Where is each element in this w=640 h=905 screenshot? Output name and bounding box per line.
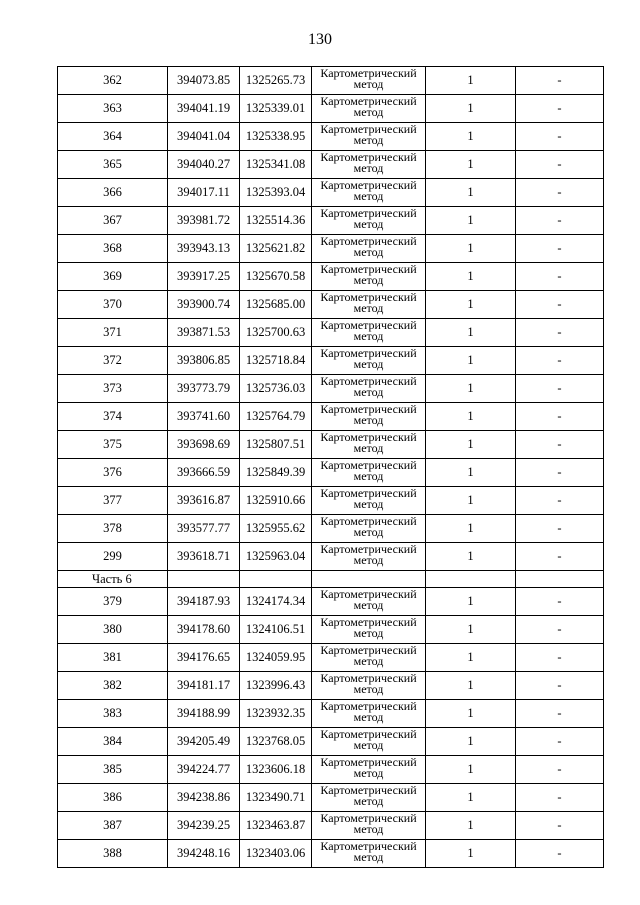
method-line-2: метод [353,766,384,780]
note-cell: - [516,784,604,812]
method-line-2: метод [353,161,384,175]
method-line-2: метод [353,553,384,567]
x-coordinate-cell: 394187.93 [168,588,240,616]
method-line-2: метод [353,654,384,668]
y-coordinate-cell: 1325807.51 [240,431,312,459]
y-coordinate-cell: 1325685.00 [240,291,312,319]
y-coordinate-cell: 1323768.05 [240,728,312,756]
point-number-cell: 388 [58,840,168,868]
accuracy-cell: 1 [426,347,516,375]
y-coordinate-cell: 1325393.04 [240,179,312,207]
method-line-1: Картометрический [320,234,417,248]
accuracy-cell: 1 [426,756,516,784]
note-cell: - [516,235,604,263]
table-row [58,728,604,756]
y-coordinate-cell: 1325339.01 [240,95,312,123]
method-cell [312,179,426,207]
method-cell [312,840,426,868]
y-coordinate-cell: 1325338.95 [240,123,312,151]
x-coordinate-cell: 394041.04 [168,123,240,151]
accuracy-cell: 1 [426,403,516,431]
accuracy-cell: 1 [426,291,516,319]
table-row [58,487,604,515]
x-coordinate-cell: 394188.99 [168,700,240,728]
method-line-1: Картометрический [320,318,417,332]
table-row [58,151,604,179]
point-number-cell: 380 [58,616,168,644]
table-row [58,179,604,207]
y-coordinate-cell: 1324174.34 [240,588,312,616]
method-cell [312,700,426,728]
note-cell: - [516,179,604,207]
note-cell: - [516,543,604,571]
accuracy-cell: 1 [426,375,516,403]
method-cell [312,756,426,784]
note-cell: - [516,207,604,235]
y-coordinate-cell: 1323996.43 [240,672,312,700]
accuracy-cell: 1 [426,235,516,263]
table-row [58,235,604,263]
table-row [58,840,604,868]
y-coordinate-cell: 1325265.73 [240,67,312,95]
method-cell [312,543,426,571]
table-row [58,67,604,95]
y-coordinate-cell: 1323490.71 [240,784,312,812]
x-coordinate-cell: 394041.19 [168,95,240,123]
table-row [58,207,604,235]
note-cell: - [516,672,604,700]
accuracy-cell: 1 [426,644,516,672]
x-coordinate-cell: 394176.65 [168,644,240,672]
y-coordinate-cell: 1325514.36 [240,207,312,235]
method-cell [312,235,426,263]
method-line-2: метод [353,710,384,724]
point-number-cell: 362 [58,67,168,95]
x-coordinate-cell: 394040.27 [168,151,240,179]
accuracy-cell: 1 [426,543,516,571]
note-cell: - [516,515,604,543]
note-cell: - [516,616,604,644]
note-cell: - [516,459,604,487]
y-coordinate-cell: 1324106.51 [240,616,312,644]
point-number-cell: 369 [58,263,168,291]
method-line-2: метод [353,598,384,612]
y-coordinate-cell: 1325849.39 [240,459,312,487]
x-coordinate-cell: 393698.69 [168,431,240,459]
point-number-cell: 385 [58,756,168,784]
point-number-cell: 377 [58,487,168,515]
y-coordinate-cell: 1325341.08 [240,151,312,179]
table-row [58,672,604,700]
method-line-1: Картометрический [320,643,417,657]
method-line-1: Картометрический [320,486,417,500]
coordinates-table-body [58,67,604,868]
point-number-cell: 387 [58,812,168,840]
method-cell [312,644,426,672]
method-line-1: Картометрический [320,514,417,528]
method-cell [312,347,426,375]
accuracy-cell: 1 [426,700,516,728]
method-cell [312,403,426,431]
note-cell: - [516,728,604,756]
method-cell [312,672,426,700]
x-coordinate-cell: 393773.79 [168,375,240,403]
y-coordinate-cell: 1325621.82 [240,235,312,263]
method-cell [312,588,426,616]
table-row [58,644,604,672]
method-line-1: Картометрический [320,542,417,556]
method-line-1: Картометрический [320,587,417,601]
x-coordinate-cell: 393577.77 [168,515,240,543]
method-line-1: Картометрический [320,783,417,797]
note-cell: - [516,291,604,319]
x-coordinate-cell: 394248.16 [168,840,240,868]
method-line-1: Картометрический [320,727,417,741]
note-cell: - [516,347,604,375]
table-row [58,431,604,459]
accuracy-cell: 1 [426,459,516,487]
table-row [58,515,604,543]
method-line-1: Картометрический [320,206,417,220]
y-coordinate-cell: 1323932.35 [240,700,312,728]
method-cell [312,95,426,123]
note-cell: - [516,756,604,784]
y-coordinate-cell: 1323606.18 [240,756,312,784]
method-cell [312,319,426,347]
table-row [58,347,604,375]
method-line-2: метод [353,329,384,343]
x-coordinate-cell: 394178.60 [168,616,240,644]
method-line-1: Картометрический [320,66,417,80]
accuracy-cell: 1 [426,840,516,868]
accuracy-cell: 1 [426,67,516,95]
method-line-2: метод [353,822,384,836]
table-row [58,812,604,840]
method-line-1: Картометрический [320,671,417,685]
table-row [58,263,604,291]
x-coordinate-cell: 394238.86 [168,784,240,812]
table-row [58,616,604,644]
table-row [58,543,604,571]
note-cell: - [516,487,604,515]
method-line-2: метод [353,413,384,427]
table-row [58,123,604,151]
method-line-2: метод [353,525,384,539]
y-coordinate-cell: 1325764.79 [240,403,312,431]
method-line-2: метод [353,105,384,119]
x-coordinate-cell: 394073.85 [168,67,240,95]
x-coordinate-cell: 393666.59 [168,459,240,487]
method-line-1: Картометрический [320,811,417,825]
note-cell: - [516,644,604,672]
x-coordinate-cell: 394181.17 [168,672,240,700]
point-number-cell: 375 [58,431,168,459]
table-row [58,756,604,784]
x-coordinate-cell: 393871.53 [168,319,240,347]
point-number-cell: 372 [58,347,168,375]
accuracy-cell: 1 [426,784,516,812]
point-number-cell: 371 [58,319,168,347]
note-cell: - [516,151,604,179]
x-coordinate-cell: 393616.87 [168,487,240,515]
method-line-1: Картометрический [320,458,417,472]
accuracy-cell: 1 [426,179,516,207]
method-cell [312,263,426,291]
method-line-1: Картометрический [320,430,417,444]
x-coordinate-cell: 393741.60 [168,403,240,431]
table-row [58,459,604,487]
x-coordinate-cell: 393981.72 [168,207,240,235]
method-line-2: метод [353,189,384,203]
section-row [58,571,604,588]
page-number: 130 [308,31,332,48]
method-cell [312,67,426,95]
accuracy-cell: 1 [426,123,516,151]
point-number-cell: 376 [58,459,168,487]
method-line-2: метод [353,133,384,147]
y-coordinate-cell: 1323463.87 [240,812,312,840]
method-line-1: Картометрический [320,615,417,629]
method-line-1: Картометрический [320,262,417,276]
accuracy-cell: 1 [426,672,516,700]
y-coordinate-cell: 1325736.03 [240,375,312,403]
accuracy-cell: 1 [426,319,516,347]
method-cell [312,375,426,403]
method-line-2: метод [353,626,384,640]
method-line-2: метод [353,850,384,864]
method-line-2: метод [353,273,384,287]
section-label: Часть 6 [58,571,168,588]
y-coordinate-cell: 1325718.84 [240,347,312,375]
method-line-2: метод [353,469,384,483]
accuracy-cell: 1 [426,487,516,515]
method-line-2: метод [353,682,384,696]
x-coordinate-cell: 394017.11 [168,179,240,207]
coordinates-table [57,66,604,868]
method-cell [312,487,426,515]
empty-cell [168,571,240,588]
method-line-1: Картометрический [320,150,417,164]
x-coordinate-cell: 393943.13 [168,235,240,263]
method-line-2: метод [353,245,384,259]
point-number-cell: 383 [58,700,168,728]
empty-cell [516,571,604,588]
method-line-2: метод [353,301,384,315]
method-line-2: метод [353,77,384,91]
note-cell: - [516,263,604,291]
y-coordinate-cell: 1325700.63 [240,319,312,347]
note-cell: - [516,319,604,347]
method-line-1: Картометрический [320,178,417,192]
method-line-2: метод [353,738,384,752]
point-number-cell: 374 [58,403,168,431]
accuracy-cell: 1 [426,151,516,179]
point-number-cell: 364 [58,123,168,151]
accuracy-cell: 1 [426,812,516,840]
note-cell: - [516,123,604,151]
note-cell: - [516,431,604,459]
method-cell [312,207,426,235]
point-number-cell: 373 [58,375,168,403]
method-cell [312,459,426,487]
point-number-cell: 366 [58,179,168,207]
point-number-cell: 370 [58,291,168,319]
point-number-cell: 367 [58,207,168,235]
table-row [58,784,604,812]
empty-cell [240,571,312,588]
y-coordinate-cell: 1325955.62 [240,515,312,543]
point-number-cell: 382 [58,672,168,700]
accuracy-cell: 1 [426,95,516,123]
method-line-1: Картометрический [320,374,417,388]
accuracy-cell: 1 [426,616,516,644]
point-number-cell: 386 [58,784,168,812]
y-coordinate-cell: 1325910.66 [240,487,312,515]
method-line-1: Картометрический [320,755,417,769]
method-cell [312,291,426,319]
table-row [58,700,604,728]
method-cell [312,728,426,756]
note-cell: - [516,588,604,616]
table-row [58,95,604,123]
x-coordinate-cell: 394205.49 [168,728,240,756]
accuracy-cell: 1 [426,263,516,291]
point-number-cell: 299 [58,543,168,571]
point-number-cell: 368 [58,235,168,263]
note-cell: - [516,700,604,728]
method-cell [312,616,426,644]
point-number-cell: 381 [58,644,168,672]
y-coordinate-cell: 1325670.58 [240,263,312,291]
method-cell [312,784,426,812]
method-line-1: Картометрический [320,94,417,108]
method-line-1: Картометрический [320,346,417,360]
x-coordinate-cell: 393900.74 [168,291,240,319]
method-line-1: Картометрический [320,699,417,713]
x-coordinate-cell: 394224.77 [168,756,240,784]
method-line-1: Картометрический [320,122,417,136]
method-cell [312,431,426,459]
accuracy-cell: 1 [426,431,516,459]
note-cell: - [516,67,604,95]
point-number-cell: 378 [58,515,168,543]
y-coordinate-cell: 1325963.04 [240,543,312,571]
method-cell [312,515,426,543]
note-cell: - [516,840,604,868]
method-line-2: метод [353,497,384,511]
note-cell: - [516,403,604,431]
method-line-2: метод [353,385,384,399]
accuracy-cell: 1 [426,588,516,616]
table-row [58,588,604,616]
note-cell: - [516,375,604,403]
x-coordinate-cell: 393806.85 [168,347,240,375]
empty-cell [426,571,516,588]
x-coordinate-cell: 393618.71 [168,543,240,571]
accuracy-cell: 1 [426,728,516,756]
method-line-2: метод [353,794,384,808]
table-row [58,319,604,347]
method-cell [312,123,426,151]
method-cell [312,151,426,179]
note-cell: - [516,95,604,123]
point-number-cell: 363 [58,95,168,123]
method-line-1: Картометрический [320,290,417,304]
empty-cell [312,571,426,588]
table-row [58,291,604,319]
x-coordinate-cell: 393917.25 [168,263,240,291]
method-line-1: Картометрический [320,839,417,853]
point-number-cell: 384 [58,728,168,756]
accuracy-cell: 1 [426,515,516,543]
method-line-1: Картометрический [320,402,417,416]
point-number-cell: 365 [58,151,168,179]
method-line-2: метод [353,441,384,455]
point-number-cell: 379 [58,588,168,616]
note-cell: - [516,812,604,840]
method-cell [312,812,426,840]
accuracy-cell: 1 [426,207,516,235]
table-row [58,403,604,431]
method-line-2: метод [353,357,384,371]
y-coordinate-cell: 1324059.95 [240,644,312,672]
y-coordinate-cell: 1323403.06 [240,840,312,868]
method-line-2: метод [353,217,384,231]
x-coordinate-cell: 394239.25 [168,812,240,840]
table-row [58,375,604,403]
